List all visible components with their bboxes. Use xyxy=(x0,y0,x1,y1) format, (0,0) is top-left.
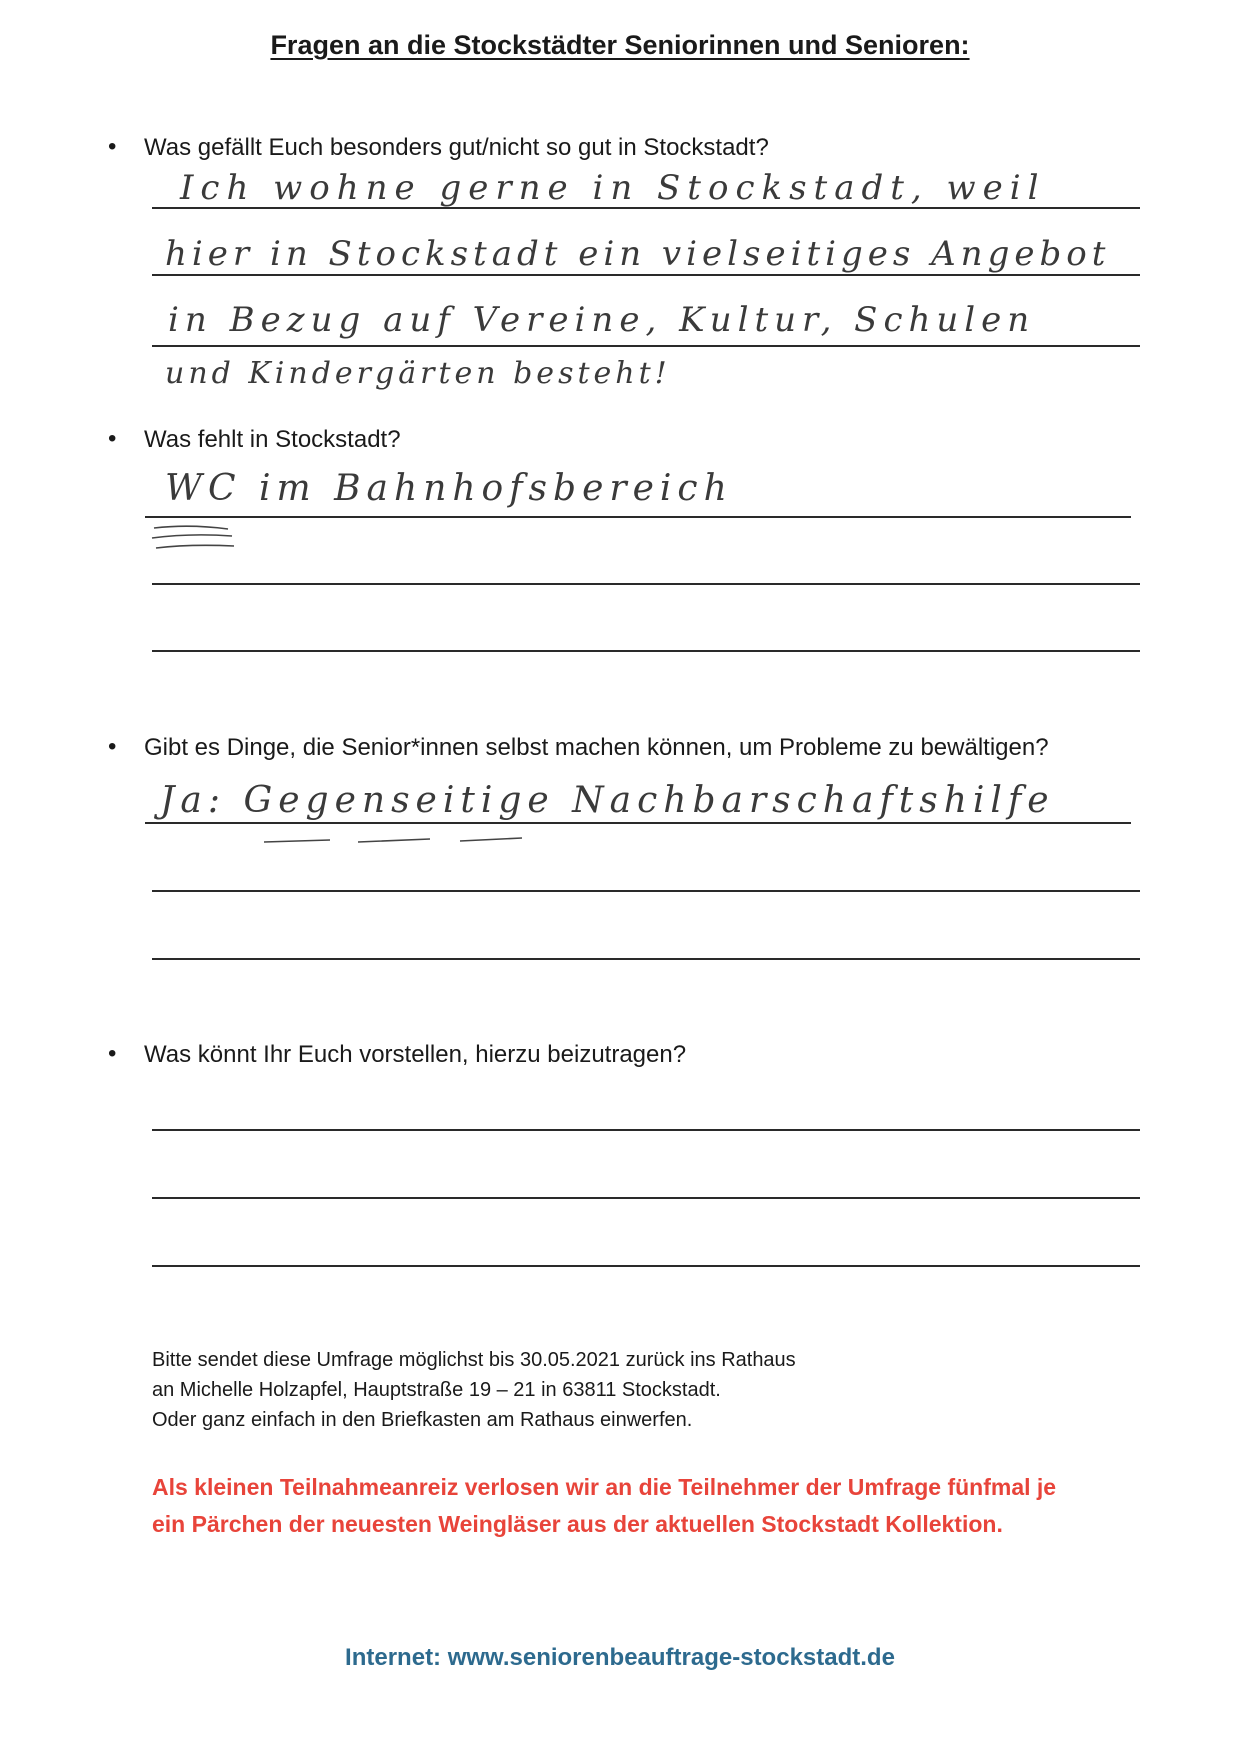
bullet-icon: • xyxy=(108,425,117,452)
answer-1-line-2: hier in Stockstadt ein vielseitiges Angebot xyxy=(165,234,1111,274)
bullet-icon: • xyxy=(108,733,117,760)
incentive-line-2: ein Pärchen der neuesten Weingläser aus der aktuellen Stockstadt Kollektion. xyxy=(152,1511,1003,1537)
page-title: Fragen an die Stockstädter Seniorinnen und Senioren: xyxy=(270,30,970,60)
instructions-line-2: an Michelle Holzapfel, Hauptstraße 19 – 21 in 63811 Stockstadt. xyxy=(152,1379,721,1401)
question-4 xyxy=(108,1040,687,1069)
answer-line xyxy=(152,345,1140,347)
question-3-text: Gibt es Dinge, die Senior*innen selbst machen können, um Probleme zu bewältigen? xyxy=(144,734,1049,761)
question-1-text: Was gefällt Euch besonders gut/nicht so gut in Stockstadt? xyxy=(144,134,769,161)
answer-line xyxy=(152,583,1140,585)
answer-line xyxy=(152,650,1140,652)
answer-2-line-1: WC im Bahnhofsbereich xyxy=(165,468,733,509)
question-1 xyxy=(108,133,769,162)
incentive-note xyxy=(152,1469,1056,1543)
answer-line xyxy=(152,1265,1140,1267)
answer-3-line-1: Ja: Gegenseitige Nachbarschaftshilfe xyxy=(160,780,1055,821)
answer-line xyxy=(152,1129,1140,1131)
answer-line xyxy=(152,207,1140,209)
answer-1-line-4: und Kindergärten besteht! xyxy=(165,356,671,391)
underline-scribble xyxy=(260,834,530,848)
answer-1-line-3: in Bezug auf Vereine, Kultur, Schulen xyxy=(168,300,1036,340)
instructions-line-3: Oder ganz einfach in den Briefkasten am Rathaus einwerfen. xyxy=(152,1409,693,1431)
question-2-text: Was fehlt in Stockstadt? xyxy=(144,426,401,453)
bullet-icon: • xyxy=(108,1040,117,1067)
answer-1-line-1: Ich wohne gerne in Stockstadt, weil xyxy=(180,168,1046,208)
answer-line xyxy=(152,1197,1140,1199)
question-3 xyxy=(108,733,1049,762)
answer-line xyxy=(152,958,1140,960)
underline-scribble xyxy=(150,520,240,556)
answer-line xyxy=(145,516,1131,518)
answer-line xyxy=(152,274,1140,276)
incentive-line-1: Als kleinen Teilnahmeanreiz verlosen wir an die Teilnehmer der Umfrage fünfmal je xyxy=(152,1474,1057,1500)
answer-line xyxy=(145,822,1131,824)
question-2 xyxy=(108,425,401,454)
return-instructions xyxy=(152,1345,796,1435)
website-link[interactable]: Internet: www.seniorenbeauftrage-stockstadt.de xyxy=(345,1644,895,1671)
answer-line xyxy=(152,890,1140,892)
instructions-line-1: Bitte sendet diese Umfrage möglichst bis 30.05.2021 zurück ins Rathaus xyxy=(152,1349,796,1371)
question-4-text: Was könnt Ihr Euch vorstellen, hierzu beizutragen? xyxy=(144,1041,687,1068)
bullet-icon: • xyxy=(108,133,117,160)
